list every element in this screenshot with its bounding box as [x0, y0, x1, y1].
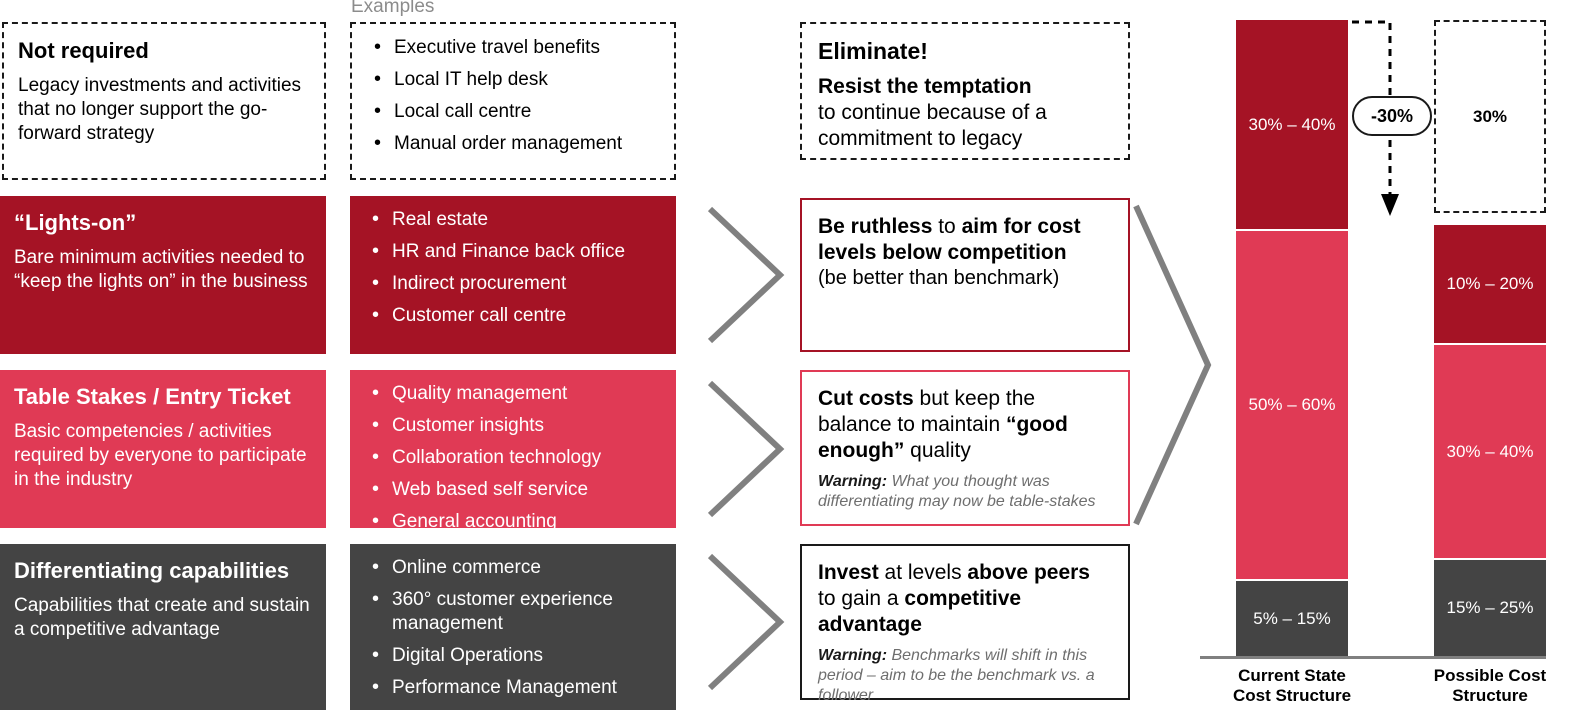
bar-segment-label: 30% – 40% — [1236, 20, 1348, 229]
action-box-cut-costs — [800, 370, 1130, 526]
axis-label-current-state — [1216, 666, 1368, 706]
chevron-arrow-to-chart — [1130, 200, 1214, 535]
action-bold-1: Invest — [818, 561, 879, 584]
category-description: Basic competencies / activities required by everyone to participate in the industry — [14, 421, 307, 490]
warning-label: Warning: — [818, 647, 888, 664]
bar-segment-label: 5% – 15% — [1236, 581, 1348, 656]
warning-text: Benchmarks will shift in this period – aim to be the benchmark vs. a follower — [818, 647, 1095, 704]
list-item: • Executive travel benefits — [358, 36, 668, 60]
action-bold-3: competitive advantage — [818, 587, 1022, 636]
action-headline: Eliminate! — [818, 38, 928, 64]
action-subtext: (be better than benchmark) — [818, 267, 1060, 289]
chevron-arrow-differentiating — [706, 552, 786, 692]
action-body-bold: Resist the temptation — [818, 75, 1032, 98]
examples-box-table-stakes — [350, 370, 676, 532]
list-item: • Collaboration technology — [356, 446, 670, 470]
action-body — [818, 214, 1112, 291]
action-bold-1: Cut costs — [818, 387, 914, 410]
list-item: • Quality management — [356, 382, 670, 406]
reduction-badge: -30% — [1352, 96, 1432, 136]
bar-segment-label: 30% – 40% — [1434, 345, 1546, 558]
warning-text: What you thought was differentiating may now be table-stakes — [818, 473, 1096, 510]
action-text-2: quality — [904, 439, 971, 462]
category-description: Bare minimum activities needed to “keep the lights on” in the business — [14, 247, 308, 292]
category-title: Table Stakes / Entry Ticket — [14, 384, 291, 409]
examples-list — [356, 556, 670, 700]
action-body-rest: to continue because of a commitment to legacy — [818, 101, 1047, 150]
axis-label-line2: Cost Structure — [1232, 686, 1352, 705]
category-box-differentiating — [0, 544, 326, 710]
axis-label-possible-cost — [1414, 666, 1566, 706]
examples-column-header: Examples — [351, 0, 435, 17]
list-item: • Online commerce — [356, 556, 670, 580]
action-bold-2: above peers — [967, 561, 1090, 584]
action-body — [818, 386, 1112, 464]
category-title: Differentiating capabilities — [14, 558, 290, 583]
list-item: • Customer insights — [356, 414, 670, 438]
axis-label-line2: Structure — [1452, 686, 1528, 705]
chevron-arrow-table-stakes — [706, 379, 786, 519]
bar-current-state — [1236, 20, 1348, 656]
bar-segment-label: 10% – 20% — [1434, 225, 1546, 343]
action-box-invest — [800, 544, 1130, 704]
examples-box-differentiating — [350, 544, 676, 710]
list-item: • Customer call centre — [356, 304, 670, 328]
examples-list — [356, 382, 670, 534]
chevron-arrow-lights-on — [706, 205, 786, 345]
action-text-1: at levels — [878, 561, 968, 584]
axis-label-line1: Possible Cost — [1433, 666, 1547, 685]
examples-box-lights-on — [350, 196, 676, 354]
list-item: • Performance Management — [356, 676, 670, 700]
category-description: Capabilities that create and sustain a competitive advantage — [14, 595, 310, 640]
action-body — [818, 560, 1112, 638]
action-bold-2: aim for cost levels below competition — [818, 215, 1081, 264]
action-warning — [818, 646, 1112, 706]
list-item: • Indirect procurement — [356, 272, 670, 296]
action-bold-1: Be ruthless — [818, 215, 933, 238]
list-item: • Local IT help desk — [358, 68, 668, 92]
bar-segment-savings: 30% — [1434, 20, 1546, 213]
action-bold-2: “good enough” — [818, 413, 1068, 462]
list-item: • 360° customer experience management — [356, 588, 670, 636]
list-item: • HR and Finance back office — [356, 240, 670, 264]
examples-box-not-required — [350, 22, 676, 180]
category-box-lights-on — [0, 196, 326, 354]
action-text-1: to — [932, 215, 962, 238]
action-warning — [818, 472, 1112, 512]
action-box-be-ruthless — [800, 198, 1130, 352]
category-title: “Lights-on” — [14, 210, 137, 235]
action-text-2: to gain a — [818, 587, 905, 610]
list-item: • Local call centre — [358, 100, 668, 124]
examples-list — [356, 208, 670, 328]
category-box-table-stakes — [0, 370, 326, 528]
list-item: • General accounting — [356, 510, 670, 534]
warning-label: Warning: — [818, 473, 888, 490]
examples-list — [358, 36, 668, 156]
axis-label-line1: Current State — [1238, 666, 1346, 685]
chart-baseline — [1200, 656, 1546, 659]
list-item: • Real estate — [356, 208, 670, 232]
category-description: Legacy investments and activities that no longer support the go-forward strategy — [18, 75, 302, 144]
bar-segment-label: 15% – 25% — [1434, 560, 1546, 656]
category-title: Not required — [18, 38, 149, 63]
bar-segment-label: 50% – 60% — [1236, 231, 1348, 579]
category-box-not-required — [2, 22, 326, 180]
action-box-eliminate — [800, 22, 1130, 160]
list-item: • Manual order management — [358, 132, 668, 156]
action-text-1: but keep the balance to maintain — [818, 387, 1036, 436]
list-item: • Digital Operations — [356, 644, 670, 668]
bar-possible-cost — [1434, 20, 1546, 656]
action-body — [818, 74, 1112, 152]
list-item: • Web based self service — [356, 478, 670, 502]
